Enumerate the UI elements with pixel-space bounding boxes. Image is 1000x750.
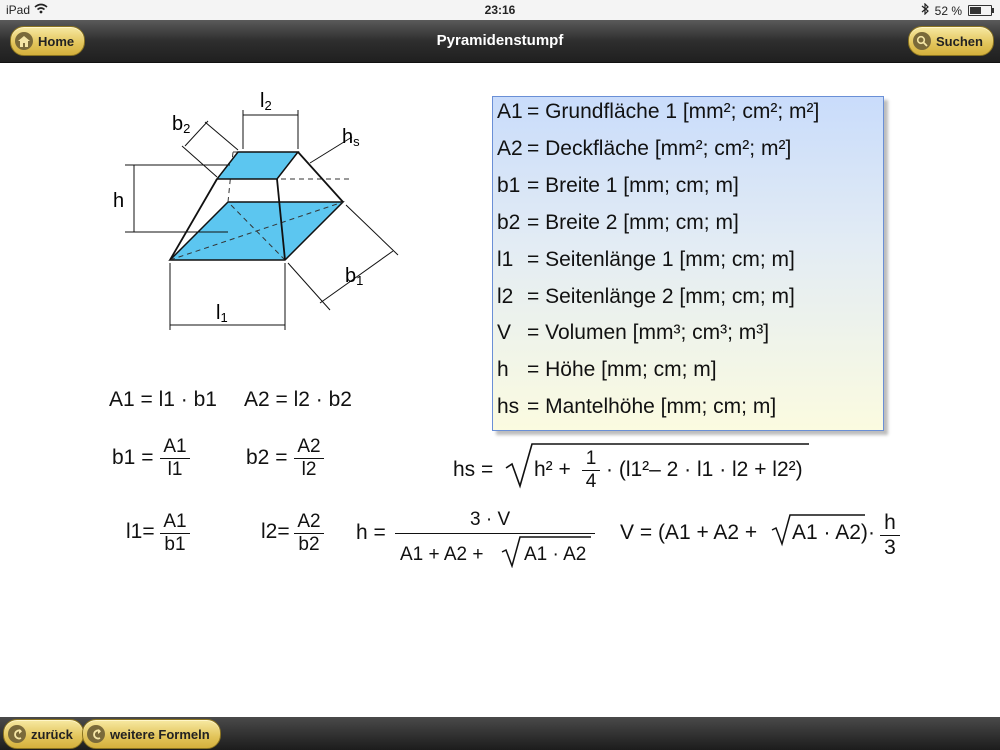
legend-symbol: h: [497, 358, 509, 382]
formula-l2-fraction: [294, 511, 324, 556]
device-name: iPad: [6, 3, 31, 17]
refresh-icon: [87, 725, 105, 743]
legend-symbol: V: [497, 321, 512, 345]
b1-numerator: A1: [163, 436, 187, 457]
label-h: h: [113, 190, 125, 212]
legend-row: [497, 285, 795, 309]
status-bar: [0, 0, 1000, 20]
h-numerator: 3 · V: [470, 509, 511, 530]
b2-denominator: l2: [294, 458, 324, 481]
formula-v-lhs: V = (A1 + A2 +: [620, 521, 758, 544]
formula-a1: A1 = l1 · b1: [109, 388, 217, 411]
formula-b2-fraction: [294, 436, 324, 481]
home-button-label: Home: [38, 33, 75, 49]
legend-row: [497, 395, 776, 419]
l1-denominator: b1: [160, 533, 190, 556]
page-title: Pyramidenstumpf: [436, 32, 564, 49]
legend-description: = Deckfläche [mm²; cm²; m²]: [527, 136, 792, 160]
v-fraction: [880, 511, 900, 560]
legend-description: = Mantelhöhe [mm; cm; m]: [527, 395, 777, 419]
label-b1: b1: [345, 265, 364, 288]
formula-l1-fraction: [160, 511, 190, 556]
hs-frac-numerator: 1: [585, 448, 597, 469]
bluetooth-icon: [921, 3, 929, 18]
h-denominator-root: A1 · A2: [524, 544, 587, 565]
label-b2: b2: [172, 113, 191, 136]
legend-symbol: l2: [497, 284, 514, 308]
frustum-diagram: [100, 85, 420, 340]
formula-hs-lhs: hs =: [453, 458, 494, 481]
legend-row: [497, 321, 769, 345]
back-button-label: zurück: [31, 726, 73, 742]
l2-dimension: [243, 110, 298, 149]
legend-row: [497, 100, 819, 124]
legend-symbol: A2: [497, 136, 523, 160]
legend-row: [497, 174, 739, 198]
status-right: [921, 3, 992, 18]
h-denominator-a: A1 + A2 +: [400, 544, 484, 565]
more-formulas-label: weitere Formeln: [110, 726, 210, 742]
formula-b1-lhs: b1 =: [112, 446, 154, 469]
back-button[interactable]: [3, 719, 84, 749]
legend-row: [497, 248, 795, 272]
legend-symbol: l1: [497, 247, 514, 271]
v-root-content: A1 · A2): [792, 521, 868, 544]
legend-symbol: A1: [497, 100, 523, 123]
l2-numerator: A2: [297, 511, 321, 532]
legend-symbol: b1: [497, 173, 521, 197]
battery-icon: [968, 5, 992, 16]
legend-row: [497, 211, 739, 235]
legend-description: = Höhe [mm; cm; m]: [527, 358, 717, 382]
battery-percent: 52 %: [934, 3, 962, 18]
legend-symbol: hs: [497, 395, 520, 419]
formula-a2: A2 = l2 · b2: [244, 388, 352, 411]
formula-b1-fraction: [160, 436, 190, 481]
legend-description: = Volumen [mm³; cm³; m³]: [527, 321, 770, 345]
b2-numerator: A2: [297, 436, 321, 457]
v-frac-numerator: h: [884, 511, 896, 534]
v-dot: ·: [868, 521, 875, 544]
formula-h-lhs: h =: [356, 521, 386, 544]
search-button[interactable]: [908, 26, 994, 56]
hs-radicand-b: · (l1²– 2 · l1 · l2 + l2²): [606, 458, 803, 481]
bottom-toolbar: [0, 717, 1000, 750]
formula-l1-lhs: l1=: [126, 520, 155, 543]
legend-description: = Grundfläche 1 [mm²; cm²; m²]: [527, 100, 820, 123]
legend-symbol: b2: [497, 210, 521, 234]
formula-l2-lhs: l2=: [261, 520, 290, 543]
hs-fraction: [582, 448, 600, 493]
legend-description: = Breite 2 [mm; cm; m]: [527, 210, 739, 234]
back-arrow-icon: [8, 725, 26, 743]
legend-description: = Seitenlänge 1 [mm; cm; m]: [527, 247, 795, 271]
label-l1: l1: [216, 302, 228, 325]
v-frac-denominator: 3: [880, 535, 900, 560]
label-hs: hs: [342, 126, 360, 149]
hs-radicand-a: h² +: [534, 458, 571, 481]
variable-legend: [492, 96, 884, 431]
l1-numerator: A1: [163, 511, 187, 532]
legend-description: = Seitenlänge 2 [mm; cm; m]: [527, 284, 795, 308]
label-l2: l2: [260, 90, 272, 113]
search-icon: [913, 32, 931, 50]
search-button-label: Suchen: [936, 33, 983, 49]
nav-bar: [0, 20, 1000, 63]
formula-b2-lhs: b2 =: [246, 446, 288, 469]
b1-denominator: l1: [160, 458, 190, 481]
hs-frac-denominator: 4: [582, 470, 600, 493]
legend-row: [497, 358, 717, 382]
legend-description: = Breite 1 [mm; cm; m]: [527, 173, 739, 197]
more-formulas-button[interactable]: [82, 719, 221, 749]
l2-denominator: b2: [294, 533, 324, 556]
legend-row: [497, 137, 791, 161]
clock: 23:16: [484, 3, 516, 17]
